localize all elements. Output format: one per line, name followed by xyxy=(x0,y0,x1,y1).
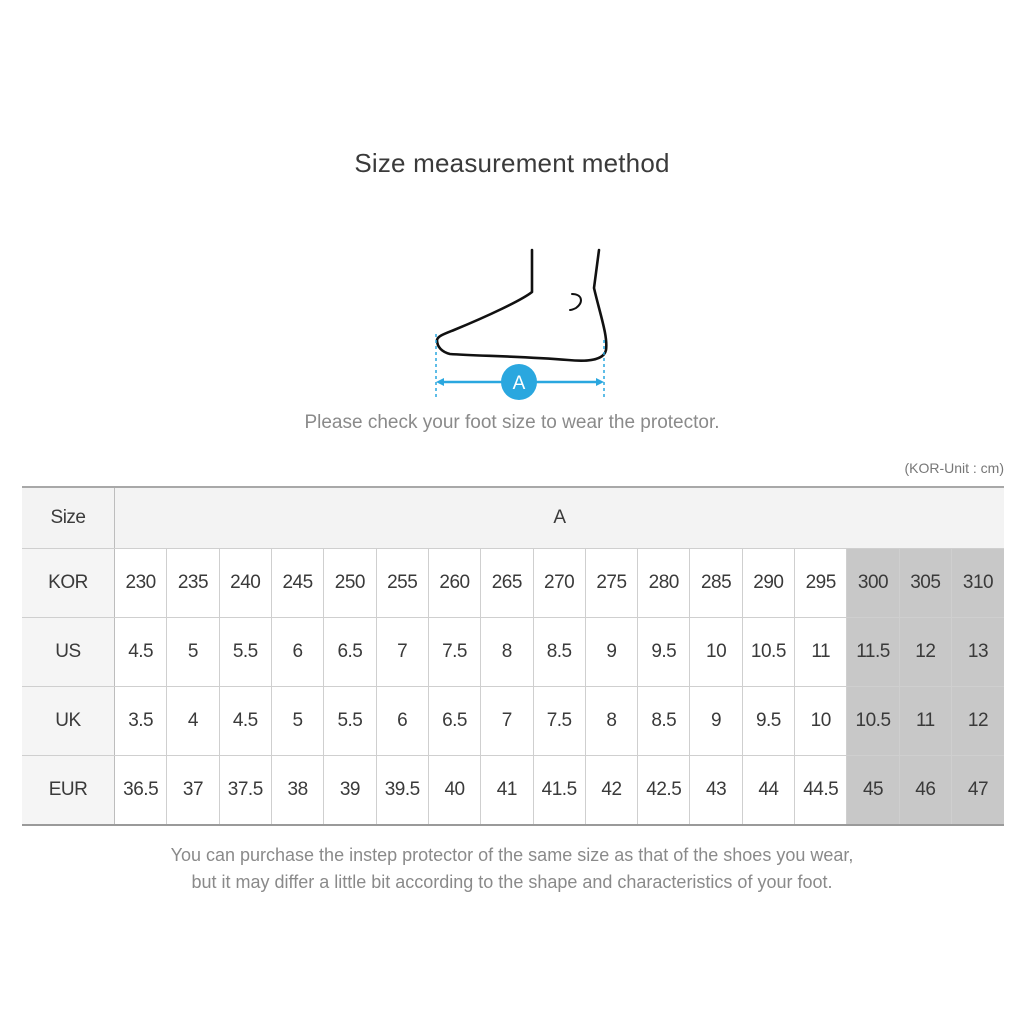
footnote xyxy=(0,842,1024,896)
size-cell: 9 xyxy=(690,687,742,756)
size-cell: 8 xyxy=(481,618,533,687)
size-cell: 3.5 xyxy=(115,687,167,756)
size-cell: 41 xyxy=(481,756,533,826)
size-cell: 7.5 xyxy=(428,618,480,687)
size-cell: 11.5 xyxy=(847,618,899,687)
size-cell: 9.5 xyxy=(742,687,794,756)
size-cell: 265 xyxy=(481,549,533,618)
size-cell: 13 xyxy=(952,618,1005,687)
size-cell: 290 xyxy=(742,549,794,618)
size-cell: 47 xyxy=(952,756,1005,826)
size-cell: 42 xyxy=(585,756,637,826)
size-cell: 10 xyxy=(690,618,742,687)
size-cell: 250 xyxy=(324,549,376,618)
size-cell: 44.5 xyxy=(795,756,847,826)
table-row xyxy=(22,687,1004,756)
footnote-line: but it may differ a little bit according to the shape and characteristics of your foot. xyxy=(191,872,833,892)
size-cell: 8 xyxy=(585,687,637,756)
size-cell: 36.5 xyxy=(115,756,167,826)
table-row xyxy=(22,618,1004,687)
size-cell: 260 xyxy=(428,549,480,618)
size-cell: 7 xyxy=(376,618,428,687)
size-cell: 11 xyxy=(899,687,951,756)
size-cell: 4.5 xyxy=(115,618,167,687)
size-cell: 41.5 xyxy=(533,756,585,826)
header-size-label: Size xyxy=(22,487,115,549)
size-cell: 44 xyxy=(742,756,794,826)
size-cell: 235 xyxy=(167,549,219,618)
size-cell: 42.5 xyxy=(638,756,690,826)
size-cell: 275 xyxy=(585,549,637,618)
foot-outline-icon xyxy=(437,250,606,361)
unit-note: (KOR-Unit : cm) xyxy=(904,460,1004,476)
size-cell: 9.5 xyxy=(638,618,690,687)
row-label: KOR xyxy=(22,549,115,618)
size-cell: 300 xyxy=(847,549,899,618)
size-cell: 8.5 xyxy=(638,687,690,756)
size-cell: 9 xyxy=(585,618,637,687)
footnote-line: You can purchase the instep protector of the same size as that of the shoes you wear, xyxy=(170,845,854,865)
size-cell: 280 xyxy=(638,549,690,618)
size-cell: 5.5 xyxy=(219,618,271,687)
size-cell: 40 xyxy=(428,756,480,826)
size-cell: 5 xyxy=(167,618,219,687)
size-cell: 6.5 xyxy=(324,618,376,687)
size-cell: 8.5 xyxy=(533,618,585,687)
size-cell: 12 xyxy=(899,618,951,687)
size-cell: 5 xyxy=(271,687,323,756)
size-cell: 37.5 xyxy=(219,756,271,826)
size-cell: 4 xyxy=(167,687,219,756)
size-cell: 10.5 xyxy=(847,687,899,756)
measurement-marker-label: A xyxy=(512,373,526,394)
size-cell: 38 xyxy=(271,756,323,826)
size-cell: 305 xyxy=(899,549,951,618)
page-title: Size measurement method xyxy=(354,148,670,178)
foot-diagram xyxy=(428,244,618,404)
size-cell: 4.5 xyxy=(219,687,271,756)
size-cell: 230 xyxy=(115,549,167,618)
row-label: US xyxy=(22,618,115,687)
row-label: EUR xyxy=(22,756,115,826)
size-cell: 43 xyxy=(690,756,742,826)
table-row xyxy=(22,549,1004,618)
size-cell: 6.5 xyxy=(428,687,480,756)
size-cell: 11 xyxy=(795,618,847,687)
table-row xyxy=(22,756,1004,826)
size-cell: 45 xyxy=(847,756,899,826)
instruction-text: Please check your foot size to wear the protector. xyxy=(304,412,720,433)
size-cell: 6 xyxy=(271,618,323,687)
size-cell: 285 xyxy=(690,549,742,618)
size-cell: 37 xyxy=(167,756,219,826)
size-cell: 7.5 xyxy=(533,687,585,756)
size-cell: 46 xyxy=(899,756,951,826)
size-cell: 6 xyxy=(376,687,428,756)
size-cell: 310 xyxy=(952,549,1005,618)
size-cell: 5.5 xyxy=(324,687,376,756)
size-cell: 12 xyxy=(952,687,1005,756)
size-cell: 240 xyxy=(219,549,271,618)
size-chart-table xyxy=(22,486,1004,826)
size-cell: 10.5 xyxy=(742,618,794,687)
header-measurement-label: A xyxy=(115,487,1005,549)
size-cell: 270 xyxy=(533,549,585,618)
row-label: UK xyxy=(22,687,115,756)
size-cell: 295 xyxy=(795,549,847,618)
table-header-row xyxy=(22,487,1004,549)
size-cell: 7 xyxy=(481,687,533,756)
measurement-guide xyxy=(436,334,604,400)
size-cell: 245 xyxy=(271,549,323,618)
size-cell: 39.5 xyxy=(376,756,428,826)
size-cell: 39 xyxy=(324,756,376,826)
size-cell: 10 xyxy=(795,687,847,756)
size-cell: 255 xyxy=(376,549,428,618)
